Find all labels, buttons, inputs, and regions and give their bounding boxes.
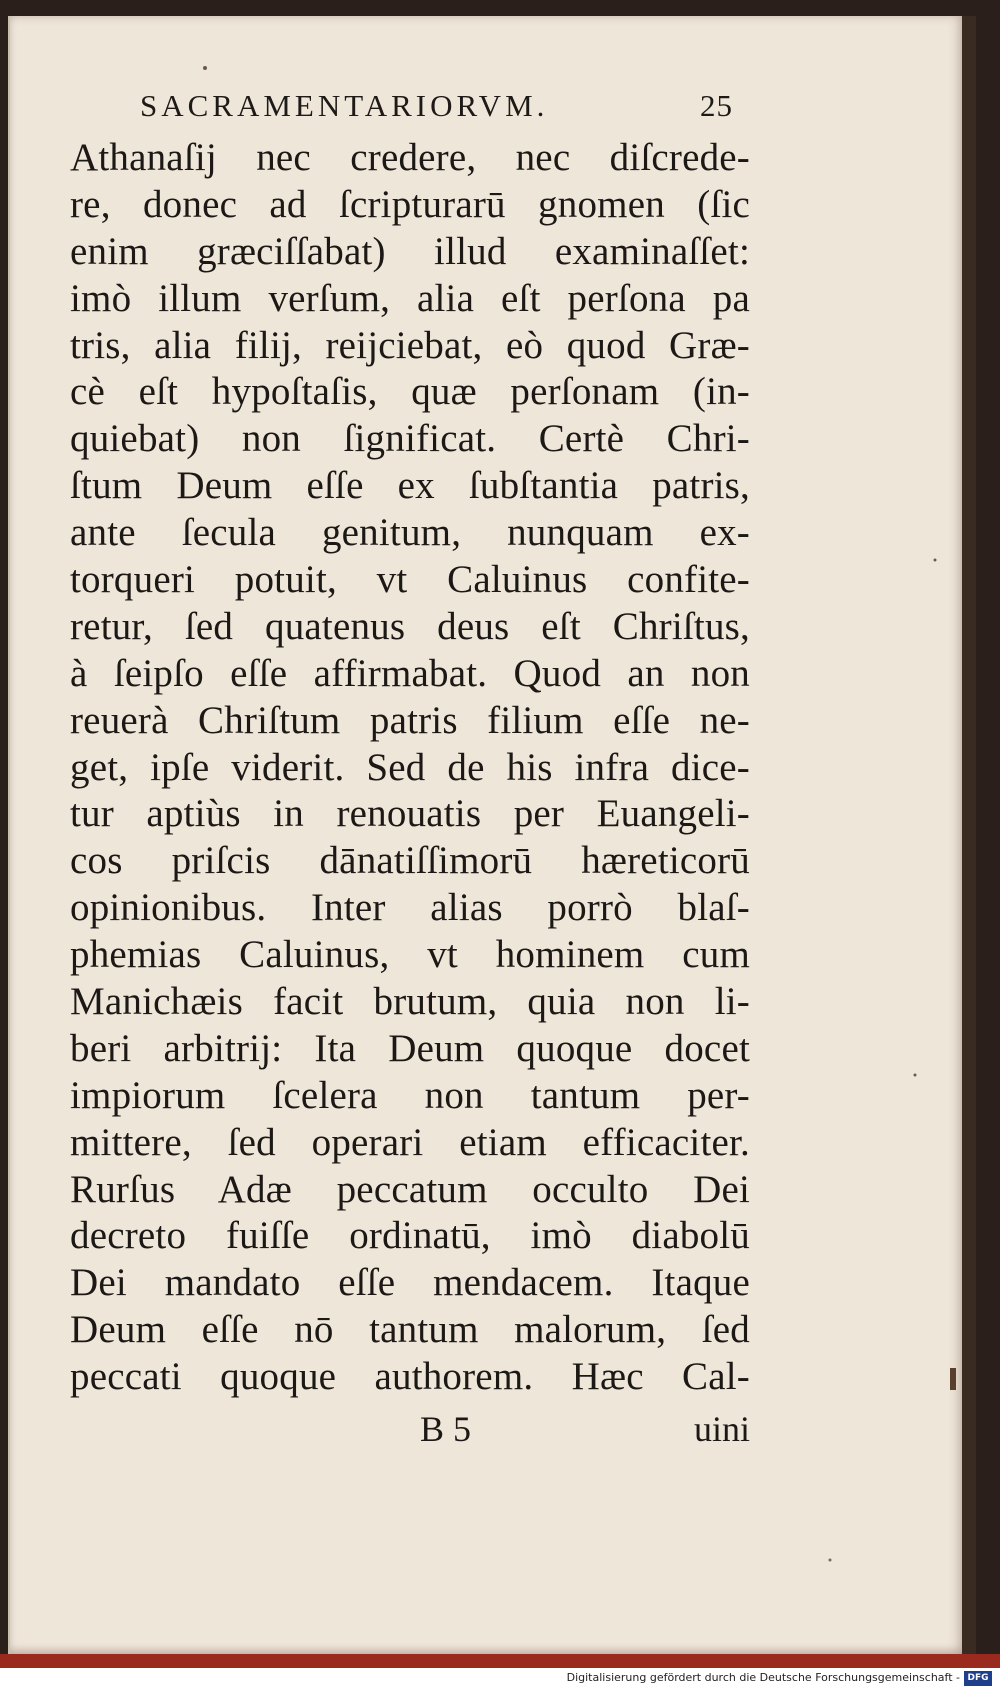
body-text xyxy=(70,135,750,1401)
text-line: tur aptiùs in renouatis per Euangeli- xyxy=(70,792,750,836)
binding-edge xyxy=(0,1654,1000,1668)
text-line: enim græciſſabat) illud examinaſſet: xyxy=(70,229,750,273)
text-line: ſtum Deum eſſe ex ſubſtantia patris, xyxy=(70,464,750,508)
page-edge xyxy=(962,16,976,1654)
text-line: phemias Caluinus, vt hominem cum xyxy=(70,933,750,977)
digitization-footer xyxy=(0,1668,1000,1690)
catchword: uini xyxy=(693,1409,750,1449)
text-line: Manichæis facit brutum, quia non li- xyxy=(70,980,750,1024)
text-line: Athanaſij nec credere, nec diſcrede- xyxy=(70,136,750,179)
text-line: à ſeipſo eſſe affirmabat. Quod an non xyxy=(70,651,750,695)
text-line: imò illum verſum, alia eſt perſona pa xyxy=(70,276,750,320)
text-line: Rurſus Adæ peccatum occulto Dei xyxy=(70,1167,750,1211)
text-line: mittere, ſed operari etiam efficaciter. xyxy=(70,1120,750,1164)
text-line: decreto fuiſſe ordinatū, imò diabolū xyxy=(70,1214,750,1258)
text-line: quiebat) non ſignificat. Certè Chri- xyxy=(70,417,750,461)
text-line: cos priſcis dānatiſſimorū hæreticorū xyxy=(70,839,750,883)
text-line: Deum eſſe nō tantum malorum, ſed xyxy=(70,1308,750,1352)
text-line: impiorum ſcelera non tantum per- xyxy=(70,1073,750,1117)
dfg-logo: DFG xyxy=(964,1671,992,1686)
signature-mark: B 5 xyxy=(420,1409,472,1449)
funding-credit: Digitalisierung gefördert durch die Deutsche Forschungsgemeinschaft - xyxy=(566,1671,960,1684)
text-line: torqueri potuit, vt Caluinus confite- xyxy=(70,558,750,602)
text-line: cè eſt hypoſtaſis, quæ perſonam (in- xyxy=(70,370,750,414)
running-head: SACRAMENTARIORVM. xyxy=(140,88,549,123)
text-line: peccati quoque authorem. Hæc Cal- xyxy=(70,1355,750,1399)
text-line: retur, ſed quatenus deus eſt Chriſtus, xyxy=(70,604,750,648)
text-line: reuerà Chriſtum patris filium eſſe ne- xyxy=(70,698,750,742)
text-line: re, donec ad ſcripturarū gnomen (ſic xyxy=(70,182,750,226)
page-foot xyxy=(420,1408,750,1458)
text-line: get, ipſe viderit. Sed de his infra dice- xyxy=(70,745,750,789)
text-line: Dei mandato eſſe mendacem. Itaque xyxy=(70,1261,750,1305)
text-line: opinionibus. Inter alias porrò blaſ- xyxy=(70,886,750,930)
text-line: beri arbitrij: Ita Deum quoque docet xyxy=(70,1026,750,1070)
text-line: ante ſecula genitum, nunquam ex- xyxy=(70,511,750,555)
text-line: tris, alia filij, reijciebat, eò quod Græ- xyxy=(70,323,750,367)
page-number: 25 xyxy=(700,88,733,123)
